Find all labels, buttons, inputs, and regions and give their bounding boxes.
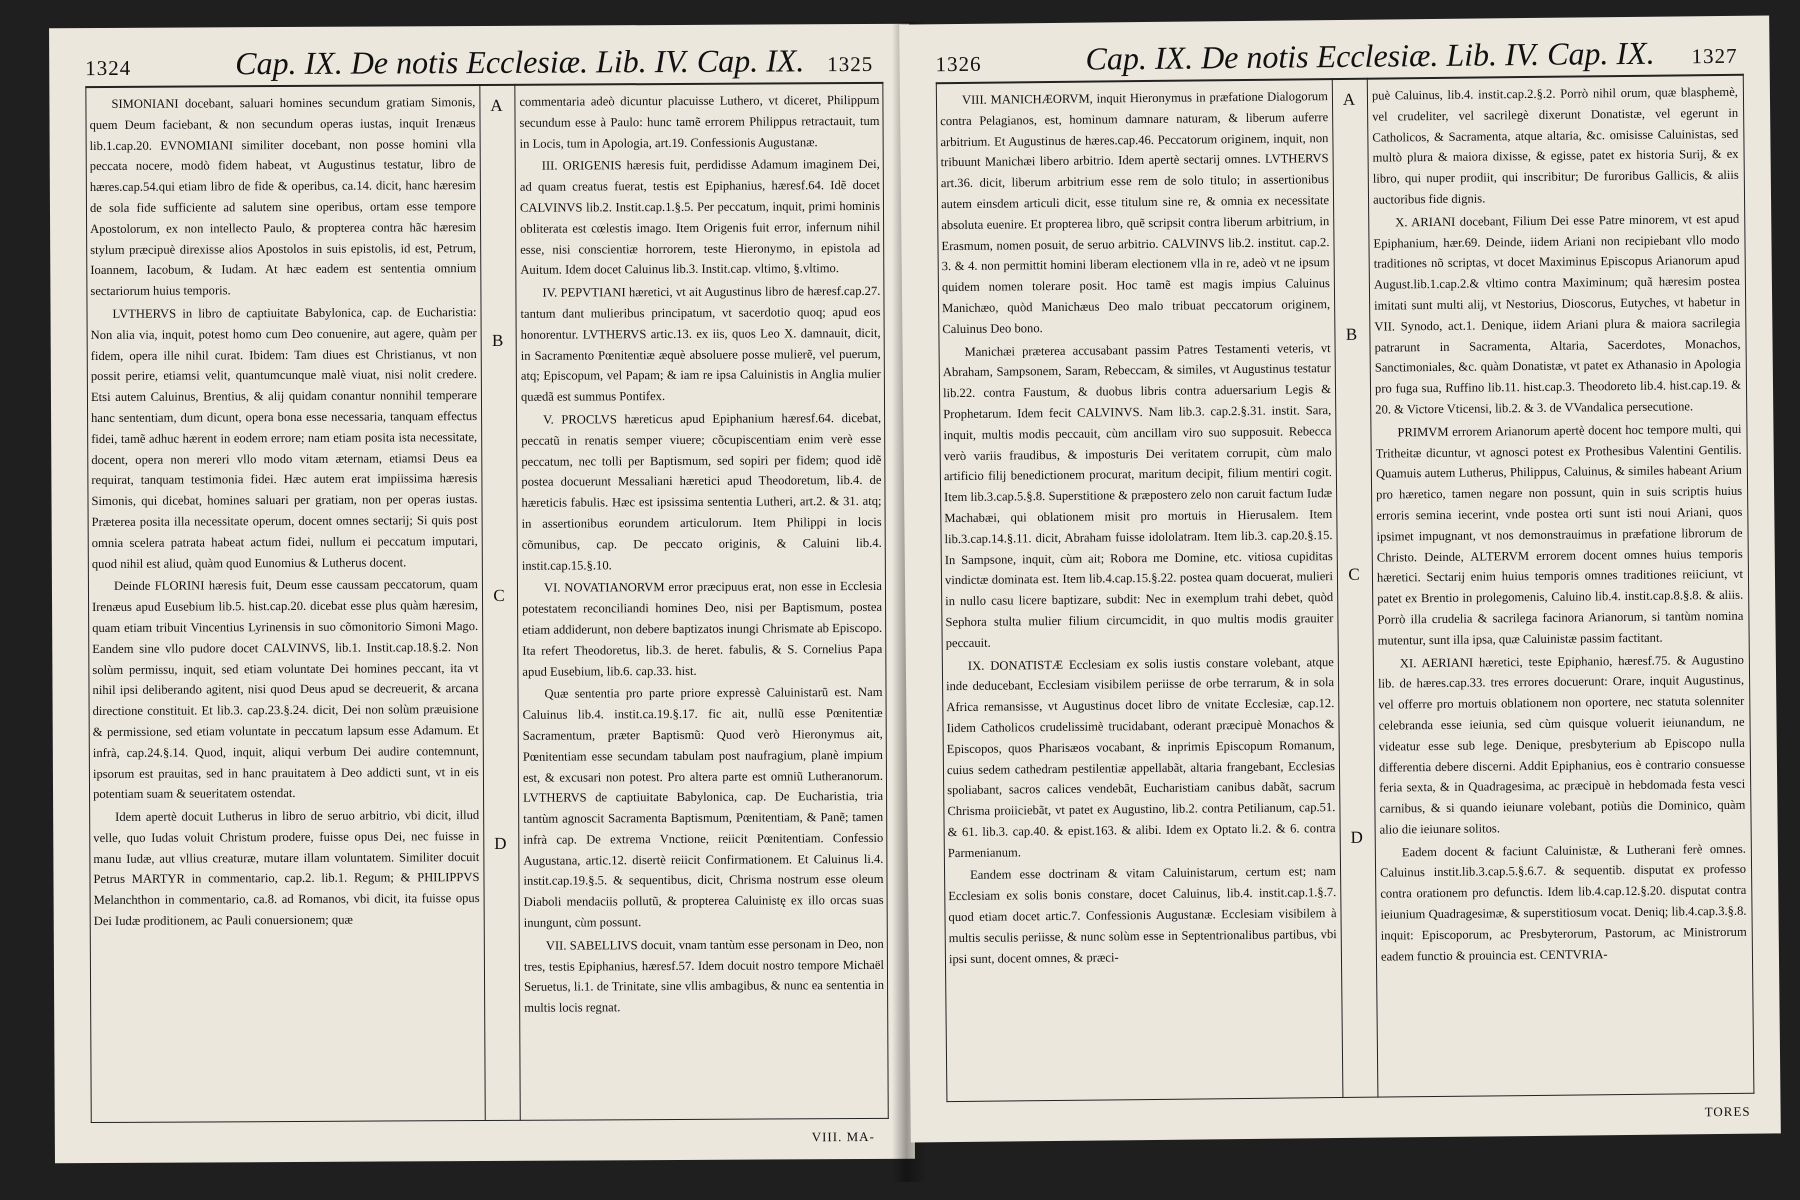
paragraph: X. ARIANI docebant, Filium Dei esse Patre minorem, vt est apud Epiphanium, hær.69. Deinde, iidem Ariani non recipiebant vllo modo traditiones nõ scriptas, vt docet Maximinus Episcopus Arianorum apud August.lib.1.cap.2.& vltimo contra Maximinum; quã hæresim postea imitati sunt multi alij, vt Nestorius, Dioscorus, Eutyches, vt habetur in VII. Synodo, act.1. Denique, iidem Ariani plura & maiora sacrilegia patrarunt in Sacramenta, Altaria, Sacerdotes, Monachos, Sanctimoniales, &c. quàm Donatistæ, vt patet ex Athanasio in Apologia pro fuga sua, Ruffino lib.11. hist.cap.3. Theodoreto lib.4. hist.cap.19. & 20. & Victore Vticensi, lib.2. & 3. de VVandalica persecutione. [1373,211,1742,417]
margin-letter-b: B [1345,324,1358,344]
margin-letter-a: A [490,95,503,115]
paragraph: VII. SABELLIVS docuit, vnam tantùm esse personam in Deo, non tres, testis Epiphanius, hæresf.57. Idem docuit nostro tempore Michaël Seruetus, li.1. de Trinitate, sine vllis ambagibus, & nunc ea sententia in multis locis regnat. [523,936,885,1016]
paragraph: Deinde FLORINI hæresis fuit, Deum esse caussam peccatorum, quam Irenæus apud Eusebium lib.5. hist.cap.20. dicebat esse plus quàm hæresim, quam etiam tribuit Vincentius Lyrinensis in suo cõmonitorio Simoni Mago. Eandem sine vllo pudore docet CALVINVS, lib.1. Instit.cap.18.§.2. Non solùm permissu, inquit, sed etiam voluntate Dei homines peccant, ita vt nihil ipsi deliberando agitent, nisi quod Deus apud se decreuerit, & arcana directione constituit. Et lib.3. cap.23.§.24. dicit, Dei non solùm præuisione & permissione, sed etiam voluntate in peccatum lapsum esse Adamum. Et infrà, cap.24.§.14. Quod, inquit, aliqui verbum Dei audire contemnunt, ipsorum est prauitas, sed in hanc prauitatem à Deo addicti sunt, vt in eis potentiam suam & seueritatem ostendat. [92,577,479,802]
paragraph: IV. PEPVTIANI hæretici, vt ait Augustinus libro de hæresf.cap.27. tantum dant mulieribus principatum, vt sacerdotio quoq; apud eos honorentur. LVTHERVS artic.13. ex iis, quos Leo X. damnauit, dicit, in Sacramento Pœnitentiæ æquè absoluere posse mulierẽ, vel puerum, atq; Episcopum, vel Papam; & iam re ipsa Caluinistis in Anglia mulier quædã est summus Pontifex. [520,284,881,404]
margin-letter-c: C [493,585,505,605]
margin-letter-d: D [1350,827,1363,847]
right-column-1 [940,86,1339,1100]
paragraph: VI. NOVATIANORVM error præcipuus erat, non esse in Ecclesia potestatem reconciliandi homines Deo, nisi per Baptismum, postea etiam addiderunt, non debere baptizatos inungi Chrismate ab Episcopo. Ita refert Theodoretus, lib.3. de heret. fabulis, & S. Cornelius Papa apud Eusebium, lib.6. cap.33. hist. [522,579,883,679]
left-running-title: Cap. IX. De notis Ecclesiæ. Lib. IV. Cap. IX. [235,42,805,82]
catchword: VIII. MA- [811,1128,875,1145]
margin-letter-d: D [494,833,507,853]
left-column-1 [89,92,480,1121]
right-page-number-b: 1327 [1691,43,1738,69]
paragraph: Eadem docent & faciunt Caluinistæ, & Lutherani ferè omnes. Caluinus instit.lib.3.cap.5.§.6.7. & sequentib. disputat ex professo contra orationem pro defunctis. Idem lib.4.cap.12.§.20. disputat contra ieiunium Quadragesimæ, & superstitiosum vocat. Deniq; lib.4.cap.3.§.8. inquit: Episcoporum, ac Presbyterorum, Pastorum, ac Ministrorum eadem functio & prouincia est. CENTVRIA- [1380,841,1747,964]
paragraph: LVTHERVS in libro de captiuitate Babylonica, cap. de Eucharistia: Non alia via, inquit, potest homo cum Deo conuenire, aut agere, quàm per fidem, opera ille nihil curat. Ibidem: Tam diues est Christianus, vt non possit perire, etiamsi velit, quantumcunque malè viuat, nisi nolit credere. Etsi autem Caluinus, Brentius, & alij quidam conantur nonnihil temperare hanc sententiam, dum dicunt, opera bona esse necessaria, tanquam effectus fidei, tamẽ adhuc hærent in eodem errore; nam etiam posita ista necessitate, docent, opera non mereri vllo modo vitam æternam, etiamsi Deus ea requirat, tanquam testimonia fidei. Hæc autem erat impiissima hæresis Simonis, qui dicebat, homines saluari per gratiam, non per operas iustas. Præterea posita illa necessitate operum, docent omnes sectarij; Si quis post omnia scelera patrata habeat actum fidei, nullum ei peccatum imputari, quod nihil est aliud, quàm quod Eunomius & Lutherus docent. [90,304,478,571]
paragraph: V. PROCLVS hæreticus apud Epiphanium hæresf.64. dicebat, peccatũ in renatis semper viuere; cõcupiscentiam enim verè esse peccatum, nec tolli per Baptismum, sed sopiri per fidem; quod idẽ postea docuerunt Messaliani hæretici apud Theodoretum, lib.4. de hæreticis fabulis. Hæc est ipsissima sententia Lutheri, art.2. & 31. atq; in assertionibus eorundem articulorum. Item Philippi in locis cõmunibus, cap. De peccato originis, & Caluini lib.4. instit.cap.15.§.10. [521,410,882,573]
paragraph: XI. AERIANI hæretici, teste Epiphanio, hæresf.75. & Augustino lib. de hæres.cap.33. tres errores docuerunt: Orare, inquit Augustinus, vel offerre pro mortuis oblationem non oportere, nec statuta solenniter celebranda esse ieiunia, sed cùm quisque voluerit ieiunandum, ne videatur esse sub lege. Denique, presbyterium ab Episcopo nulla differentia debere discerni. Addit Epiphanius, eos è contrario consuesse feria sexta, & in Quadragesima, ac præcipuè in hebdomada festa vesci carnibus, & si quando ieiunare volebant, potiùs die Dominico, quàm alio die ieiunare solitos. [1378,652,1746,837]
catchword: TORES [1704,1103,1751,1120]
left-page-number-a: 1324 [85,55,132,81]
right-page-number-a: 1326 [935,51,982,77]
paragraph: Manichæi præterea accusabant passim Patres Testamenti veteris, vt Abraham, Sampsonem, Saram, Rebeccam, & similes, vt Augustinus testatur lib.22. contra Faustum, & duobus libris contra aduersarium Legis & Prophetarum. Idem fecit CALVINVS. Nam lib.3. cap.2.§.31. instit. Sara, inquit, multis modis peccauit, cùm ancillam viro suo supposuit. Rebecca verò variis fraudibus, & imposturis Dei veritatem corrupit, cùm malo artificio filij benedictionem procurat, maritum decipit, filium mentiri cogit. Item lib.3.cap.5.§.8. Superstitione & præpostero zelo non caruit factum Iudæ Machabæi, qui oblationem misit pro mortuis in Hierusalem. Item lib.3.cap.14.§.11. dicit, Abraham fuisse idololatram. Item lib.3. cap.20.§.15. In Sampsone, inquit, cùm ait; Robora me Domine, etc. vitiosa cupiditas vindictæ dominata est. Item lib.4.cap.15.§.22. postea quam docuerat, mulieri in nullo casu licere baptizare, subdit: Nec in exemplum trahi debet, quòd Sephora stulta mulier filium circumcidit, in quo multis modis grauiter peccauit. [942,340,1334,650]
margin-letter-a: A [1342,89,1356,109]
paragraph: SIMONIANI docebant, saluari homines secundum gratiam Simonis, quem Deum faciebant, & non secundum operas iustas, inquit Irenæus lib.1.cap.20. EVNOMIANI similiter docebant, non posse homini vlla peccata nocere, modò fidem habeat, vt Augustinus testatur, libro de hæres.cap.54.qui etiam libro de fide & operibus, ca.14. dicit, hanc hæresim de sola fide sufficiente ad salutem sine operibus, ortam esse tempore Apostolorum, ex non intellecto Paulo, & propterea contra hãc hæresim stylum præcipuè direxisse alios Apostolos in suis epistolis, id est, Petrum, Ioannem, Iacobum, & Iudam. At hæc eadem est sententia omnium sectariorum huius temporis. [89,95,477,299]
left-page-header [85,38,883,86]
paragraph: Quæ sententia pro parte priore expressè Caluinistarũ est. Nam Caluinus lib.4. instit.ca.19.§.17. fic ait, nullũ esse Pœnitentiæ Sacramentum, præter Baptismũ: Quod verò Hieronymus ait, Pœnitentiam esse secundam tabulam post naufragium, planè impium est, & excusari non potest. Pro altera parte est omniũ Lutheranorum. LVTHERVS de captiuitate Babylonica, cap. De Eucharistia, tria tantùm agnoscit Sacramenta Baptismum, Pœnitentiam, & Panẽ; tamen infrà cap. De extrema Vnctione, reiicit Pœnitentiam. Confessio Augustana, artic.12. disertè reiicit Confirmationem. Et Caluinus li.4. instit.cap.19.§.5. & sequentibus, dicit, Chrisma nostrum esse oleum Diaboli mendaciis pollutũ, & propterea Caluinistę ex illo orcas suas inungunt, cùm possunt. [522,685,884,930]
paragraph: III. ORIGENIS hæresis fuit, perdidisse Adamum imaginem Dei, ad quam creatus fuerat, testis est Epiphanius, hæresf.64. Idẽ docet CALVINVS lib.2. Instit.cap.1.§.5. Per peccatum, inquit, primi hominis obliterata est cœlestis imago. Item Origenis fuit error, infernum nihil esse, nisi conscientiæ horrorem, teste Hieronymo, in epistola ad Auitum. Idem docet Caluinus lib.3. Instit.cap. vltimo, §.vltimo. [519,157,881,278]
right-column-2 [1372,82,1749,1096]
right-running-title: Cap. IX. De notis Ecclesiæ. Lib. IV. Cap. IX. [1085,34,1655,77]
left-column-2 [519,90,884,1119]
paragraph: puè Caluinus, lib.4. instit.cap.2.§.2. Porrò nihil orum, quæ blasphemè, vel crudeliter, vel sacrilegè dixerunt Donatistæ, vel egerunt in Catholicos, & Sacramenta, atque altaria, &c. omisisse Caluinistas, sed multò plura & maiora dixisse, & egisse, patet ex historia Surij, & ex libro, qui nuper prodiit, qui inscribitur; De furoribus Gallicis, & aliis auctoribus fide dignis. [1371,84,1739,207]
left-page-number-b: 1325 [827,51,874,77]
paragraph: Idem apertè docuit Lutherus in libro de seruo arbitrio, vbi dicit, illud velle, quo Iudas voluit Christum prodere, fuisse opus Dei, nec fuisse in manu Iudæ, aut vllius creaturæ, mutare illam voluntatem. Similiter docuit Petrus MARTYR in commentario, cap.2. lib.1. Regum; & PHILIPPVS Melanchthon in commentario, ca.8. ad Romanos, vbi dicit, ita fuisse opus Dei Iudæ proditionem, ac Pauli conuersionem; quæ [93,808,480,929]
paragraph: PRIMVM errorem Arianorum apertè docent hoc tempore multi, qui Tritheitæ dicuntur, vt agnosci potest ex Prothesibus Valentini Gentilis. Quamuis autem Lutherus, Philippus, Caluinus, & similes habeant Arium pro hæretico, tamen negare non possunt, quin in suis scriptis huius erroris semina iecerint, vnde postea orti sunt isti noui Ariani, quos ipsimet impugnant, vt nos demonstrauimus in præfatione librorum de Christo. Deinde, ALTERVM errorem docent omnes huius temporis hæretici. Sectarij enim huius temporis omnes traditiones reiiciunt, vt patet ex Brentio in prolegomenis, Caluino lib.4. instit.cap.8.§.8. & aliis. Porrò illa crudelia & sacrilega facinora Arianorum, si tantùm nomina mutentur, sunt illa ipsa, quæ Caluinistæ passim factitant. [1375,421,1744,648]
paragraph: IX. DONATISTÆ Ecclesiam ex solis iustis constare volebant, atque inde deducebant, Ecclesiam visibilem periisse de orbe terrarum, & in sola Africa remansisse, vt Augustinus docet libro de vnitate Ecclesiæ, cap.12. Iidem Catholicos crudelissimè trucidabant, oderant præcipuè Monachos & Episcopos, quos Pharisæos vocabant, & inprimis Episcopum Romanum, cuius sedem cathedram pestilentiæ appellabãt, altaria frangebant, Ecclesias spoliabant, sacros calices vendebãt, Eucharistiam canibus dabãt, sacrum Chrisma proiiciebãt, vt patet ex Augustino, lib.2. contra Petilianum, cap.51. & 61. lib.3. cap.40. & epist.163. & alibi. Idem ex Optato li.2. & 6. contra Parmenianum. [946,654,1336,860]
margin-letter-b: B [491,330,504,350]
right-page [899,15,1781,1142]
paragraph: Eandem esse doctrinam & vitam Caluinistarum, certum est; nam Ecclesiam ex solis bonis constare, docet Caluinus, lib.4. instit.cap.1.§.7. quod etiam docet artic.7. Confessionis Augustanæ. Ecclesiam visibilem à multis seculis periisse, & nunc solùm esse in Septentrionalibus partibus, vbi ipsi sunt, docent omnes, & præci- [948,864,1337,966]
left-page [49,24,915,1163]
margin-letter-c: C [1348,564,1360,584]
paragraph: VIII. MANICHÆORVM, inquit Hieronymus in præfatione Dialogorum contra Pelagianos, est, hominum damnare naturam, & liberum auferre arbitrium. Et Augustinus de hæres.cap.46. Peccatorum originem, inquit, non tribuunt Manichæi libero arbitrio. Idem apertè sectarij omnes. LVTHERVS art.36. dicit, liberum arbitrium esse rem de solo titulo; in assertionibus autem einsdem articuli dicit, esse titulum sine re, & omnia ex necessitate absoluta euenire. Et propterea libro, quẽ scripsit contra liberum arbitrium, in Erasmum, nomen posuit, de seruo arbitrio. CALVINVS lib.2. institut. cap.2. 3. & 4. non permittit homini liberam electionem vlla in re, adeò vt ne ipsum quidem nomen tolerare posit. Hoc tamẽ est magis impius Caluinus Manichæo, quòd Manichæus Deo malo tribuat peccatorum originem, Caluinus Deo bono. [940,89,1331,336]
paragraph: commentaria adeò dicuntur placuisse Luthero, vt diceret, Philippum secundum esse à Paulo: hunc tamẽ errorem Philippus retractauit, tum in Locis, tum in Apologia, art.19. Confessionis Augustanæ. [519,92,880,151]
